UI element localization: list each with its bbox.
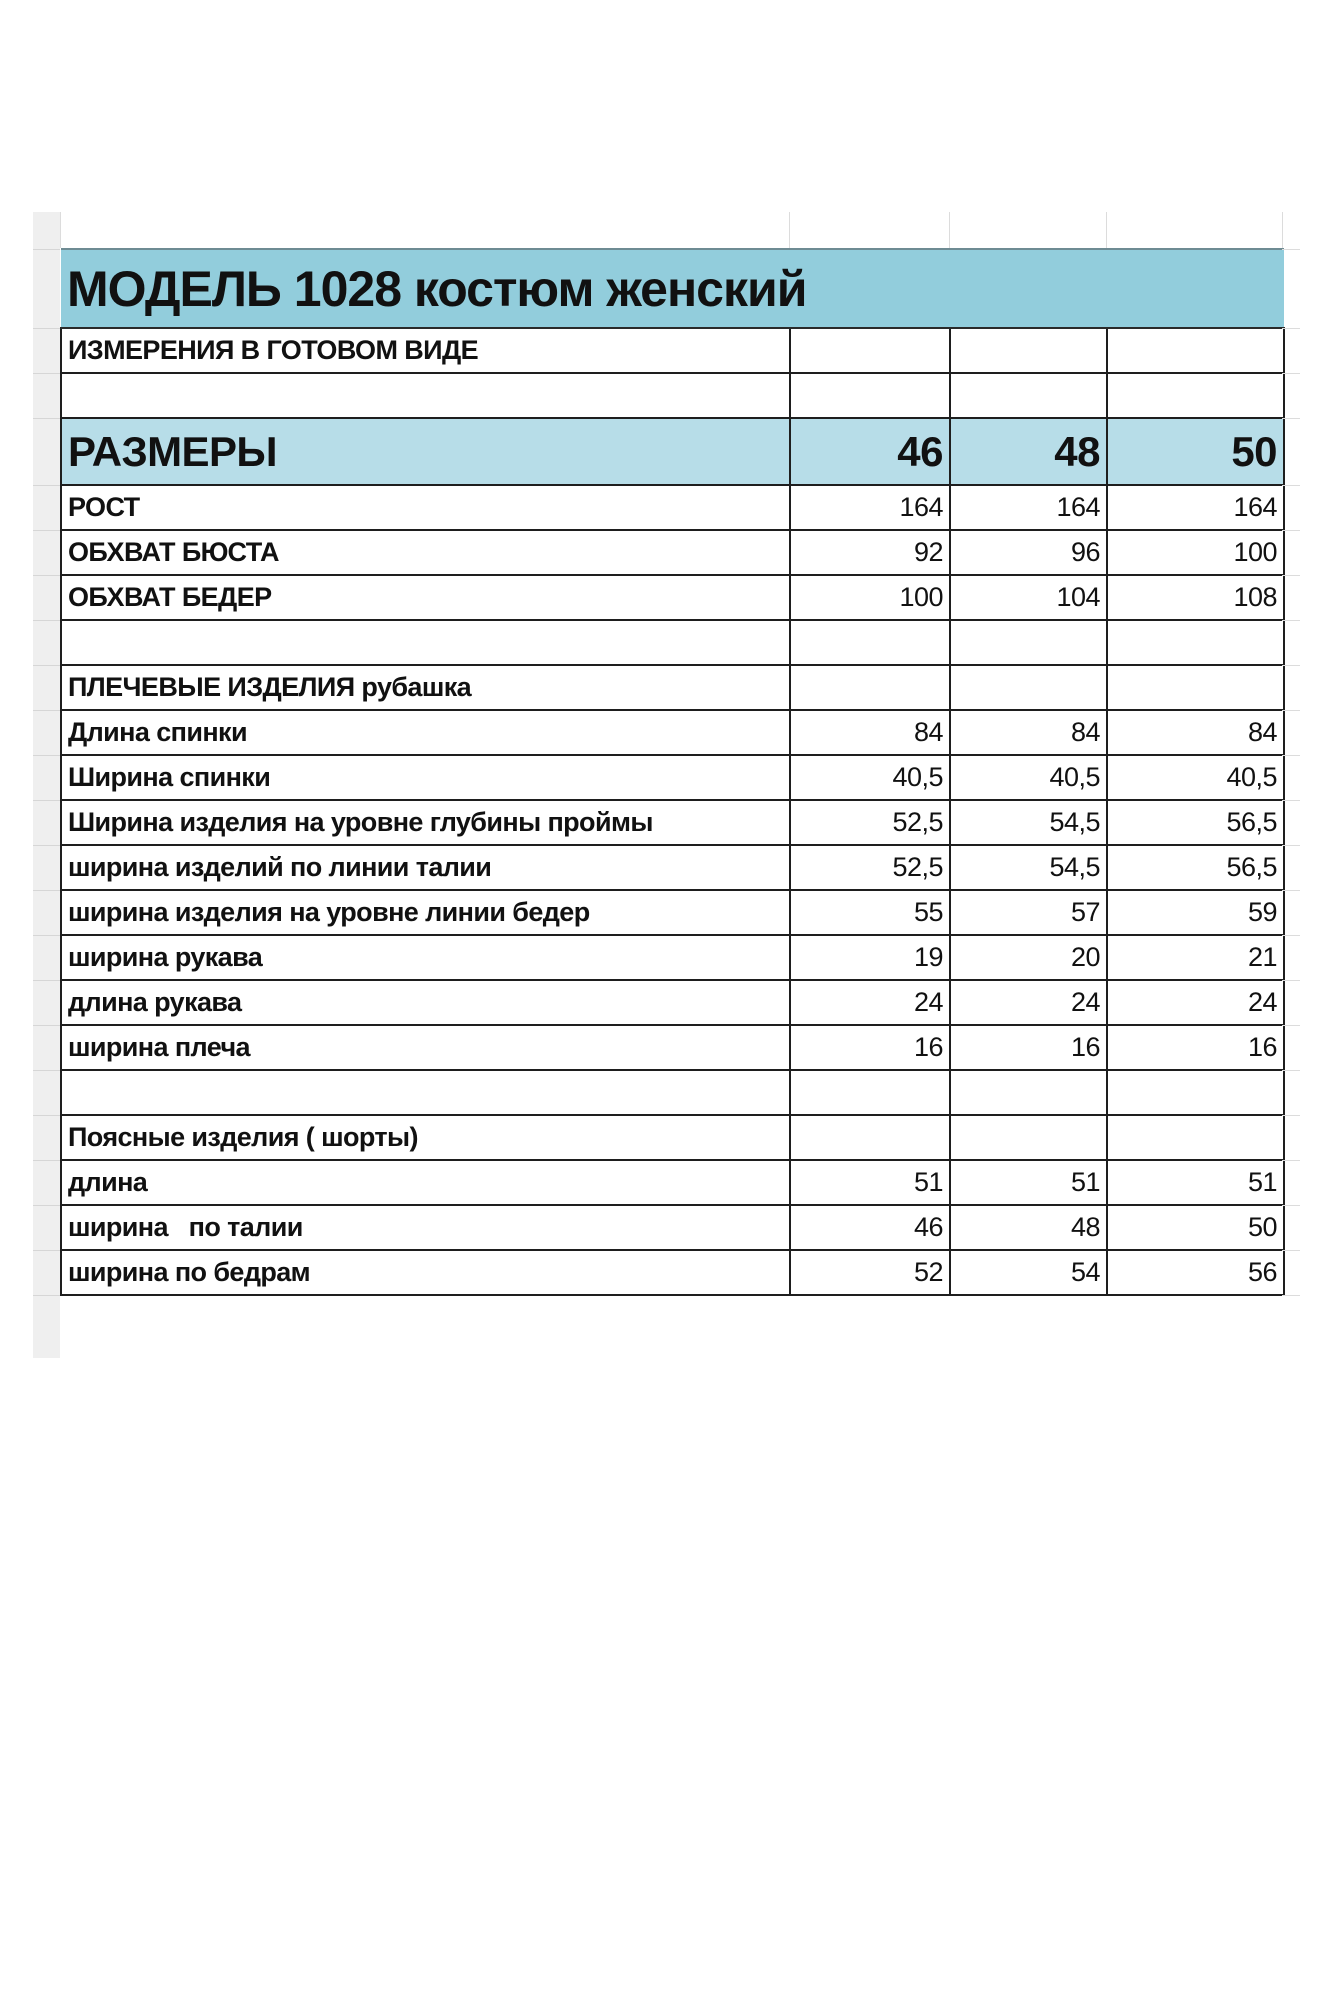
gutter-line: [33, 710, 60, 711]
cell[interactable]: [790, 373, 950, 418]
measurement-row: [61, 485, 1284, 530]
gutter-line: [33, 249, 60, 250]
empty-row: [61, 620, 1284, 665]
grid-line: [1282, 249, 1300, 250]
empty-row: [61, 1070, 1284, 1115]
measurement-value-size-50[interactable]: [1107, 1115, 1284, 1160]
measurement-value-size-46[interactable]: 52: [790, 1250, 950, 1295]
measurement-value-size-48[interactable]: [950, 665, 1107, 710]
measurement-label[interactable]: ОБХВАТ БЮСТА: [61, 530, 790, 575]
measurement-value-size-50[interactable]: 21: [1107, 935, 1284, 980]
measurement-row: [61, 1115, 1284, 1160]
measurement-value-size-48[interactable]: [950, 1115, 1107, 1160]
grid-line: [1282, 212, 1283, 248]
grid-line: [1282, 328, 1300, 329]
measurement-value-size-50[interactable]: 108: [1107, 575, 1284, 620]
gutter-line: [33, 665, 60, 666]
measurement-row: [61, 800, 1284, 845]
grid-line: [789, 212, 790, 248]
grid-line: [1282, 980, 1300, 981]
measurement-value-size-50[interactable]: [1107, 620, 1284, 665]
measurement-value-size-46[interactable]: [790, 1070, 950, 1115]
measurement-value-size-50[interactable]: 56,5: [1107, 800, 1284, 845]
measurement-value-size-46[interactable]: 100: [790, 575, 950, 620]
cell[interactable]: [950, 328, 1107, 373]
measurement-label[interactable]: [61, 620, 790, 665]
subtitle-row: [61, 328, 1284, 373]
measurement-value-size-46[interactable]: 55: [790, 890, 950, 935]
measurement-value-size-50[interactable]: 84: [1107, 710, 1284, 755]
size-48-header[interactable]: 48: [950, 418, 1107, 485]
sizes-header-row: [61, 418, 1284, 485]
measurement-label[interactable]: ширина рукава: [61, 935, 790, 980]
grid-line: [1282, 935, 1300, 936]
measurement-value-size-46[interactable]: 92: [790, 530, 950, 575]
measurement-label[interactable]: длина рукава: [61, 980, 790, 1025]
measurement-value-size-46[interactable]: 40,5: [790, 755, 950, 800]
measurement-row: [61, 890, 1284, 935]
grid-line: [1282, 845, 1300, 846]
gutter-line: [33, 1070, 60, 1071]
measurement-value-size-48[interactable]: [950, 620, 1107, 665]
cell[interactable]: [790, 328, 950, 373]
grid-line: [949, 212, 950, 248]
grid-line: [1282, 1205, 1300, 1206]
measurement-label[interactable]: ширина по талии: [61, 1205, 790, 1250]
grid-line: [1282, 373, 1300, 374]
measurement-value-size-50[interactable]: [1107, 665, 1284, 710]
row-header-gutter: [33, 212, 60, 1358]
measurement-row: [61, 665, 1284, 710]
gutter-line: [33, 980, 60, 981]
size-chart-table: [60, 248, 1285, 1296]
gutter-line: [33, 845, 60, 846]
measurement-value-size-50[interactable]: 40,5: [1107, 755, 1284, 800]
measurement-value-size-48[interactable]: 24: [950, 980, 1107, 1025]
measurement-value-size-46[interactable]: 46: [790, 1205, 950, 1250]
measurement-label[interactable]: Длина спинки: [61, 710, 790, 755]
measurement-row: [61, 1025, 1284, 1070]
gutter-line: [33, 620, 60, 621]
gutter-line: [33, 373, 60, 374]
gutter-line: [33, 1115, 60, 1116]
measurement-value-size-48[interactable]: 104: [950, 575, 1107, 620]
cell[interactable]: [950, 373, 1107, 418]
measurement-row: [61, 980, 1284, 1025]
measurement-label[interactable]: ширина плеча: [61, 1025, 790, 1070]
measurement-value-size-48[interactable]: 84: [950, 710, 1107, 755]
measurement-value-size-50[interactable]: 56: [1107, 1250, 1284, 1295]
measurement-row: [61, 755, 1284, 800]
measurement-value-size-48[interactable]: 57: [950, 890, 1107, 935]
measurement-value-size-48[interactable]: 40,5: [950, 755, 1107, 800]
grid-line: [1282, 530, 1300, 531]
measurement-value-size-46[interactable]: 24: [790, 980, 950, 1025]
gutter-line: [33, 1295, 60, 1296]
gutter-line: [33, 485, 60, 486]
measurement-value-size-46[interactable]: 164: [790, 485, 950, 530]
gutter-line: [33, 935, 60, 936]
grid-line: [1282, 800, 1300, 801]
measurement-label[interactable]: ОБХВАТ БЕДЕР: [61, 575, 790, 620]
measurement-value-size-50[interactable]: 59: [1107, 890, 1284, 935]
grid-line: [1282, 620, 1300, 621]
measurement-value-size-46[interactable]: [790, 620, 950, 665]
measurement-label[interactable]: Поясные изделия ( шорты): [61, 1115, 790, 1160]
gutter-line: [33, 1205, 60, 1206]
gutter-line: [33, 575, 60, 576]
measurement-value-size-50[interactable]: [1107, 1070, 1284, 1115]
measurement-value-size-48[interactable]: 54,5: [950, 800, 1107, 845]
grid-line: [1282, 755, 1300, 756]
measurement-value-size-46[interactable]: 52,5: [790, 800, 950, 845]
gutter-line: [33, 800, 60, 801]
gutter-line: [33, 418, 60, 419]
measurement-value-size-48[interactable]: 164: [950, 485, 1107, 530]
sizes-label[interactable]: РАЗМЕРЫ: [61, 418, 790, 485]
measurement-row: [61, 710, 1284, 755]
measurement-row: [61, 1205, 1284, 1250]
measurement-value-size-48[interactable]: 16: [950, 1025, 1107, 1070]
measurement-value-size-50[interactable]: 100: [1107, 530, 1284, 575]
measurement-value-size-46[interactable]: 52,5: [790, 845, 950, 890]
subtitle-cell[interactable]: ИЗМЕРЕНИЯ В ГОТОВОМ ВИДЕ: [61, 328, 790, 373]
measurement-label[interactable]: РОСТ: [61, 485, 790, 530]
measurement-value-size-46[interactable]: 16: [790, 1025, 950, 1070]
measurement-value-size-50[interactable]: 56,5: [1107, 845, 1284, 890]
grid-line: [1282, 1070, 1300, 1071]
measurement-label[interactable]: ширина изделий по линии талии: [61, 845, 790, 890]
measurement-label[interactable]: ПЛЕЧЕВЫЕ ИЗДЕЛИЯ рубашка: [61, 665, 790, 710]
gutter-line: [33, 1025, 60, 1026]
gutter-line: [33, 890, 60, 891]
measurement-row: [61, 575, 1284, 620]
measurement-value-size-46[interactable]: 84: [790, 710, 950, 755]
gutter-line: [33, 1160, 60, 1161]
gutter-line: [33, 755, 60, 756]
measurement-value-size-46[interactable]: [790, 665, 950, 710]
grid-line: [1282, 575, 1300, 576]
gutter-line: [33, 530, 60, 531]
measurement-value-size-48[interactable]: 48: [950, 1205, 1107, 1250]
cell[interactable]: [61, 373, 790, 418]
measurement-row: [61, 845, 1284, 890]
gutter-line: [33, 1250, 60, 1251]
measurement-value-size-50[interactable]: 51: [1107, 1160, 1284, 1205]
measurement-value-size-46[interactable]: [790, 1115, 950, 1160]
measurement-value-size-48[interactable]: 54,5: [950, 845, 1107, 890]
measurement-row: [61, 935, 1284, 980]
measurement-value-size-48[interactable]: 20: [950, 935, 1107, 980]
measurement-label[interactable]: Ширина спинки: [61, 755, 790, 800]
measurement-value-size-48[interactable]: 96: [950, 530, 1107, 575]
measurement-value-size-50[interactable]: 16: [1107, 1025, 1284, 1070]
measurement-value-size-48[interactable]: 51: [950, 1160, 1107, 1205]
grid-line: [1282, 485, 1300, 486]
grid-line: [1282, 418, 1300, 419]
grid-line: [1282, 1025, 1300, 1026]
grid-line: [1282, 665, 1300, 666]
measurement-value-size-48[interactable]: [950, 1070, 1107, 1115]
empty-row: [61, 373, 1284, 418]
grid-line: [60, 212, 61, 248]
gutter-line: [33, 328, 60, 329]
measurement-label[interactable]: Ширина изделия на уровне глубины проймы: [61, 800, 790, 845]
size-50-header[interactable]: 50: [1107, 418, 1284, 485]
measurement-value-size-50[interactable]: 50: [1107, 1205, 1284, 1250]
measurement-label[interactable]: длина: [61, 1160, 790, 1205]
measurement-value-size-46[interactable]: 19: [790, 935, 950, 980]
measurement-row: [61, 1250, 1284, 1295]
measurement-row: [61, 1160, 1284, 1205]
measurement-row: [61, 530, 1284, 575]
grid-line: [1282, 1250, 1300, 1251]
model-title[interactable]: МОДЕЛЬ 1028 костюм женский: [61, 249, 1284, 328]
measurement-label[interactable]: ширина по бедрам: [61, 1250, 790, 1295]
measurement-value-size-46[interactable]: 51: [790, 1160, 950, 1205]
grid-line: [1282, 1295, 1300, 1296]
size-46-header[interactable]: 46: [790, 418, 950, 485]
grid-line: [1282, 890, 1300, 891]
cell[interactable]: [1107, 328, 1284, 373]
measurement-value-size-50[interactable]: 164: [1107, 485, 1284, 530]
spreadsheet: [33, 212, 1303, 1358]
grid-line: [1282, 1160, 1300, 1161]
measurement-value-size-50[interactable]: 24: [1107, 980, 1284, 1025]
cell[interactable]: [1107, 373, 1284, 418]
title-row: [61, 249, 1284, 328]
grid-line: [1282, 710, 1300, 711]
measurement-label[interactable]: ширина изделия на уровне линии бедер: [61, 890, 790, 935]
grid-line: [1282, 1115, 1300, 1116]
measurement-value-size-48[interactable]: 54: [950, 1250, 1107, 1295]
measurement-label[interactable]: [61, 1070, 790, 1115]
grid-line: [1106, 212, 1107, 248]
